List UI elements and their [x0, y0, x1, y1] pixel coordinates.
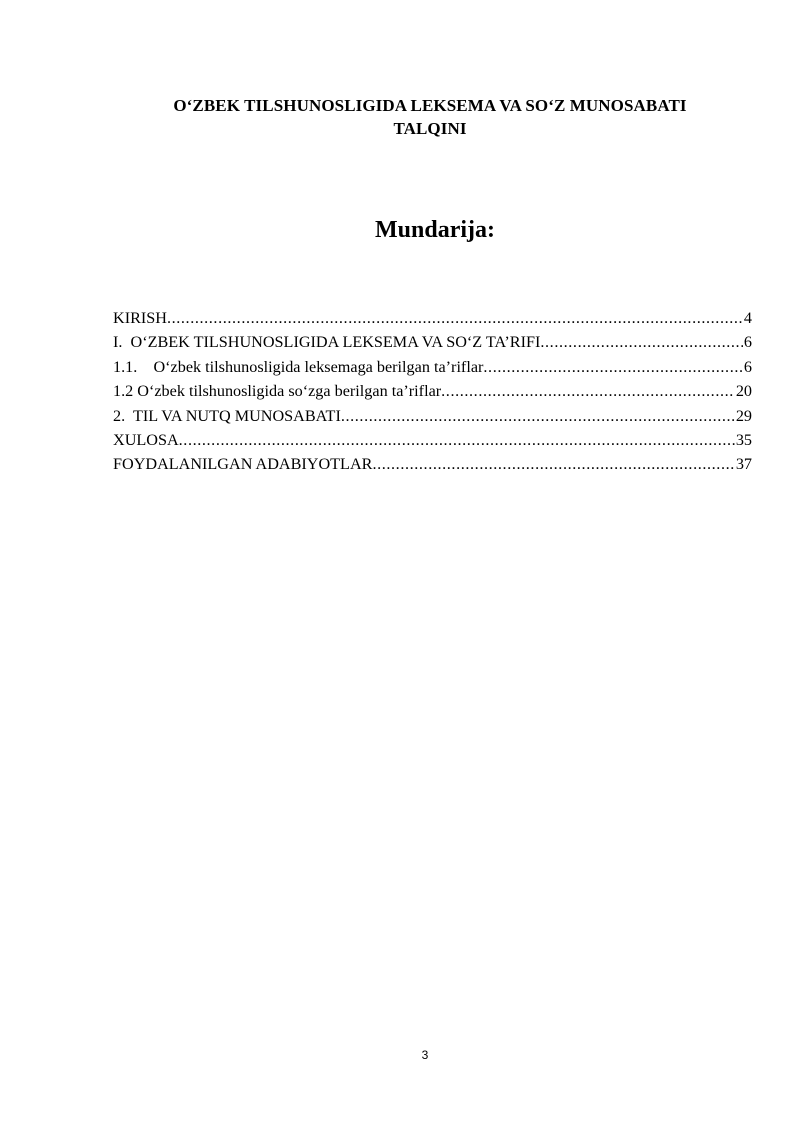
page-number: 3: [421, 1048, 429, 1062]
toc-dot-leader: [372, 455, 734, 474]
toc-entry-label: FOYDALANILGAN ADABIYOTLAR: [113, 455, 373, 474]
title-line-2: TALQINI: [393, 119, 467, 138]
toc-entry[interactable]: [113, 358, 752, 382]
toc-entry[interactable]: [113, 431, 752, 455]
toc-entry[interactable]: [113, 407, 752, 431]
toc-entry[interactable]: [113, 333, 752, 357]
toc-entry-page: 35: [735, 430, 752, 449]
table-of-contents: [113, 309, 752, 480]
toc-entry-label: XULOSA: [113, 430, 179, 449]
toc-entry-page: 4: [743, 309, 752, 327]
toc-entry-page: 6: [743, 357, 752, 376]
toc-dot-leader: [179, 431, 735, 450]
title-line-1: O‘ZBEK TILSHUNOSLIGIDA LEKSEMA VA SO‘Z MUNOSABATI: [173, 96, 687, 115]
toc-entry[interactable]: [113, 309, 752, 333]
toc-dot-leader: [341, 407, 735, 426]
toc-entry-page: 6: [743, 333, 752, 352]
toc-entry-label: KIRISH: [113, 309, 167, 327]
toc-entry-label: 1.1. O‘zbek tilshunosligida leksemaga berilgan ta’riflar: [113, 357, 484, 376]
toc-entry-label: I. O‘ZBEK TILSHUNOSLIGIDA LEKSEMA VA SO‘Z TA’RIFI: [113, 333, 541, 352]
toc-entry-page: 37: [735, 455, 752, 474]
toc-entry-label: 2. TIL VA NUTQ MUNOSABATI: [113, 406, 341, 425]
toc-entry-page: 29: [735, 406, 752, 425]
toc-entry[interactable]: [113, 455, 752, 479]
toc-dot-leader: [540, 333, 743, 352]
toc-heading: Mundarija:: [375, 217, 495, 243]
toc-dot-leader: [483, 358, 743, 377]
toc-dot-leader: [167, 309, 743, 328]
document-title: [100, 94, 760, 140]
toc-entry-page: 20: [735, 382, 752, 401]
toc-entry-label: 1.2 O‘zbek tilshunosligida so‘zga berilgan ta’riflar: [113, 382, 442, 401]
toc-entry[interactable]: [113, 382, 752, 406]
toc-dot-leader: [441, 382, 735, 401]
